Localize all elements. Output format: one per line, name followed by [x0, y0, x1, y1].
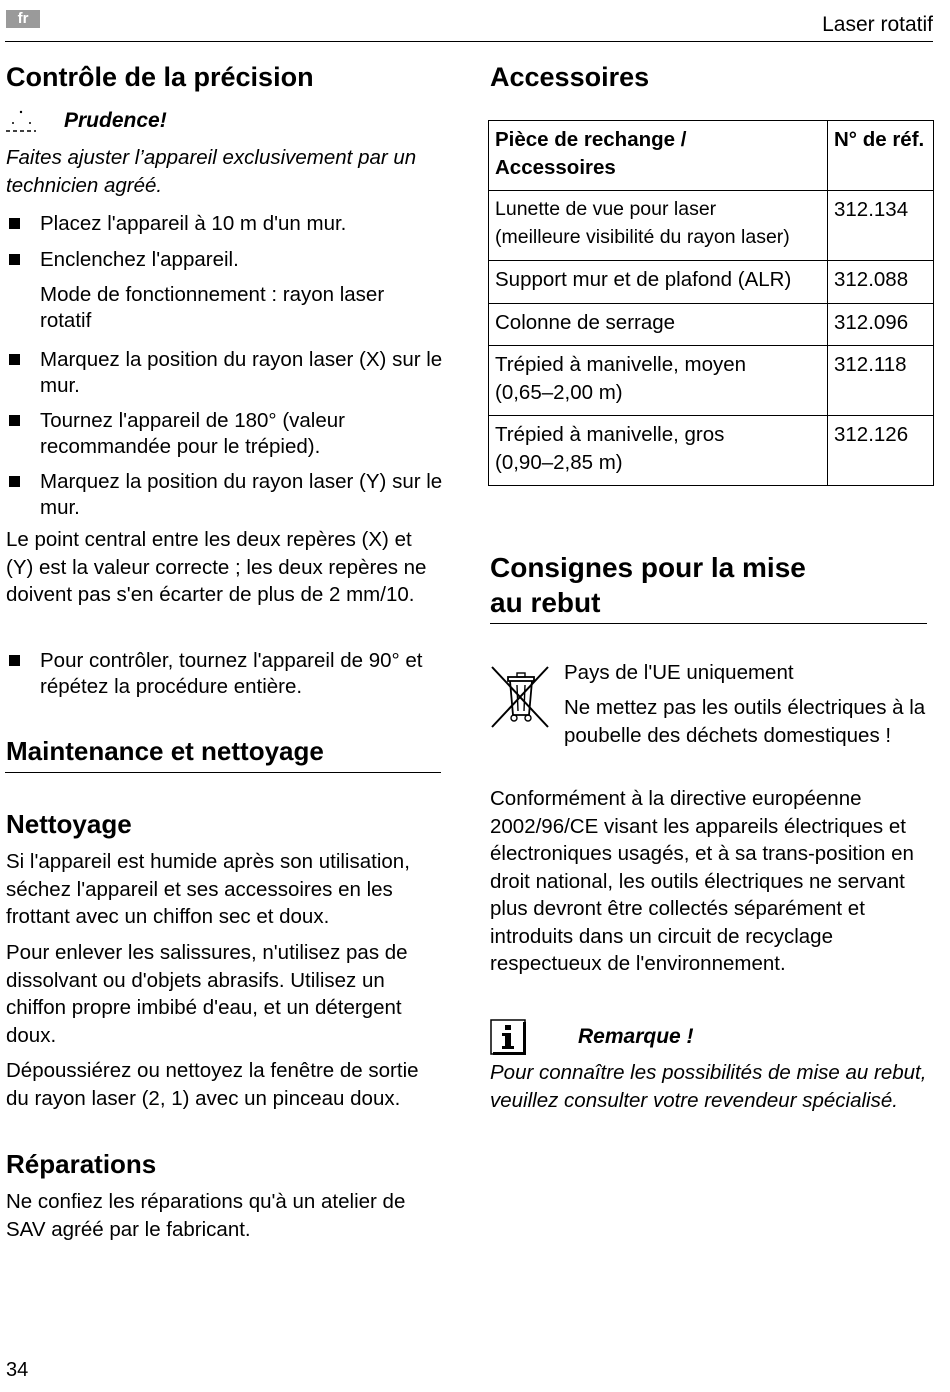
- table-row: [489, 261, 934, 304]
- column-header-ref: N° de réf.: [828, 121, 934, 191]
- list-item: Enclenchez l'appareil.: [6, 247, 444, 273]
- page-number: 34: [6, 1359, 29, 1381]
- part-name-cell: Lunette de vue pour laser (meilleure visibilité du rayon laser): [489, 191, 828, 261]
- caution-heading: [6, 109, 444, 133]
- steps-list-b: [6, 347, 444, 520]
- column-header-part: Pièce de rechange / Accessoires: [489, 121, 828, 191]
- ref-cell: 312.118: [828, 346, 934, 416]
- mode-text: Mode de fonctionnement : rayon laser rotatif: [40, 283, 385, 332]
- directive-text: Conformément à la directive européenne 2002/96/CE visant les appareils électriques et électroniques usagés, et à sa trans-position en droit national, les outils électriques ne servant plus devront être collectés séparément et introduits dans un circuit de recyclage respectueux de l'environnement.: [490, 787, 914, 975]
- warning-triangle-icon: [6, 109, 36, 133]
- repairs-title: Réparations: [6, 1149, 157, 1179]
- table-header-row: [489, 121, 934, 191]
- bullet-square-icon: [9, 415, 20, 426]
- table-row: [489, 191, 934, 261]
- table-row: [489, 303, 934, 346]
- bullet-square-icon: [9, 218, 20, 229]
- precision-title: Contrôle de la précision: [6, 62, 314, 92]
- section-rule: [490, 623, 927, 624]
- steps-list-a: [6, 211, 444, 272]
- part-name-cell: Support mur et de plafond (ALR): [489, 261, 828, 304]
- note-label: Remarque !: [578, 1025, 694, 1048]
- caution-label: Prudence!: [64, 109, 167, 132]
- disposal-title: Consignes pour la mise au rebut: [490, 552, 806, 618]
- caution-text: Faites ajuster l’appareil exclusivement par un technicien agréé.: [6, 146, 417, 197]
- accessories-table: [488, 120, 934, 486]
- info-icon: [490, 1019, 526, 1055]
- part-name-cell: Trépied à manivelle, gros (0,90–2,85 m): [489, 416, 828, 486]
- eu-only-label: Pays de l'UE uniquement: [564, 661, 794, 684]
- repairs-text: Ne confiez les réparations qu'à un atelier de SAV agréé par le fabricant.: [6, 1190, 406, 1241]
- header-rule: [5, 41, 933, 42]
- center-point-text: Le point central entre les deux repères (X) et (Y) est la valeur correcte ; les deux repères ne doivent pas s'en écarter de plus de 2 mm/10.: [6, 528, 427, 606]
- note-heading: [490, 1019, 694, 1055]
- steps-list-c: [6, 648, 446, 699]
- cleaning-title: Nettoyage: [6, 809, 132, 839]
- list-item: Tournez l'appareil de 180° (valeur recommandée pour le trépied).: [6, 408, 444, 459]
- table-row: [489, 416, 934, 486]
- list-item: Marquez la position du rayon laser (X) sur le mur.: [6, 347, 444, 398]
- language-badge: fr: [6, 10, 40, 28]
- ref-cell: 312.126: [828, 416, 934, 486]
- accessories-title: Accessoires: [490, 62, 650, 92]
- bullet-square-icon: [9, 655, 20, 666]
- table-row: [489, 346, 934, 416]
- section-rule: [5, 772, 441, 773]
- bullet-square-icon: [9, 354, 20, 365]
- part-name-cell: Trépied à manivelle, moyen (0,65–2,00 m): [489, 346, 828, 416]
- bullet-square-icon: [9, 254, 20, 265]
- ref-cell: 312.096: [828, 303, 934, 346]
- list-item: Pour contrôler, tournez l'appareil de 90° et répétez la procédure entière.: [6, 648, 446, 699]
- maintenance-title: Maintenance et nettoyage: [6, 736, 324, 766]
- list-item: Placez l'appareil à 10 m d'un mur.: [6, 211, 444, 237]
- ref-cell: 312.134: [828, 191, 934, 261]
- cleaning-paragraph: Dépoussiérez ou nettoyez la fenêtre de sortie du rayon laser (2, 1) avec un pinceau doux.: [6, 1059, 419, 1110]
- bin-warning-text: Ne mettez pas les outils électriques à la poubelle des déchets domestiques !: [564, 696, 926, 747]
- running-title: Laser rotatif: [822, 13, 933, 36]
- cleaning-paragraph: Pour enlever les salissures, n'utilisez pas de dissolvant ou d'objets abrasifs. Utilisez un chiffon propre imbibé d'eau, et un détergent doux.: [6, 941, 408, 1047]
- note-text: Pour connaître les possibilités de mise au rebut, veuillez consulter votre revendeur spécialisé.: [490, 1061, 927, 1112]
- crossed-out-bin-icon: [490, 665, 550, 729]
- bullet-square-icon: [9, 476, 20, 487]
- part-name-cell: Colonne de serrage: [489, 303, 828, 346]
- ref-cell: 312.088: [828, 261, 934, 304]
- list-item: Marquez la position du rayon laser (Y) sur le mur.: [6, 469, 444, 520]
- cleaning-paragraph: Si l'appareil est humide après son utilisation, séchez l'appareil et ses accessoires en les frottant avec un chiffon sec et doux.: [6, 850, 410, 928]
